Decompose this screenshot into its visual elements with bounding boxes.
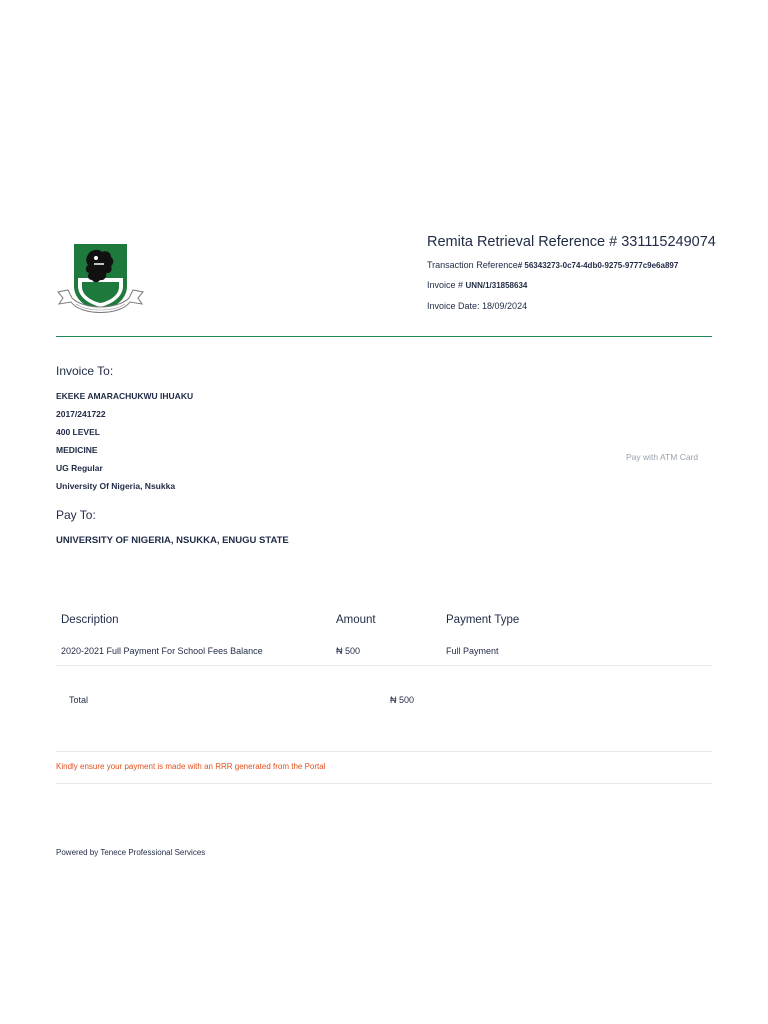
rrr-heading — [427, 234, 716, 250]
table-row-divider — [56, 665, 712, 666]
powered-by: Powered by Tenece Professional Services — [56, 848, 206, 857]
invoice-value: UNN/1/31858634 — [465, 281, 528, 290]
rrr-notice: Kindly ensure your payment is made with an RRR generated from the Portal — [56, 762, 326, 771]
total-label: Total — [69, 695, 89, 705]
bill-to-level: 400 LEVEL — [56, 427, 100, 437]
col-header-description: Description — [61, 614, 119, 626]
university-crest-icon — [54, 240, 146, 326]
notice-bottom-divider — [56, 783, 712, 784]
transaction-reference — [427, 260, 678, 270]
col-header-payment-type: Payment Type — [446, 614, 520, 626]
rrr-value: 331115249074 — [621, 234, 716, 250]
transaction-value: # 56343273-0c74-4db0-9275-9777c9e6a897 — [517, 261, 679, 270]
notice-top-divider — [56, 751, 712, 752]
pay-to-heading: Pay To: — [56, 508, 96, 522]
rrr-label: Remita Retrieval Reference # — [427, 234, 622, 250]
row-amount: ₦ 500 — [336, 646, 361, 656]
transaction-label: Transaction Reference — [427, 260, 518, 270]
invoice-label: Invoice # — [427, 280, 466, 290]
invoice-to-heading: Invoice To: — [56, 364, 114, 378]
bill-to-programme: UG Regular — [56, 463, 103, 473]
invoice-date-value: 18/09/2024 — [482, 301, 528, 311]
header-divider — [56, 336, 712, 337]
bill-to-institution: University Of Nigeria, Nsukka — [56, 481, 176, 491]
bill-to-reg-number: 2017/241722 — [56, 409, 106, 419]
invoice-number — [427, 280, 527, 290]
bill-to-department: MEDICINE — [56, 445, 98, 455]
bill-to-name: EKEKE AMARACHUKWU IHUAKU — [56, 391, 194, 401]
total-value: ₦ 500 — [390, 695, 415, 705]
payee-name: UNIVERSITY OF NIGERIA, NSUKKA, ENUGU STATE — [56, 535, 289, 546]
row-payment-type: Full Payment — [446, 646, 499, 656]
university-logo — [54, 240, 146, 326]
invoice-date — [427, 301, 527, 311]
pay-with-atm-card-button[interactable]: Pay with ATM Card — [626, 452, 699, 462]
row-description: 2020-2021 Full Payment For School Fees Balance — [61, 646, 263, 656]
invoice-date-label: Invoice Date: — [427, 301, 483, 311]
svg-text:· · · · · · · · · · · · · · ·: · · · · · · · · · · · · · · · — [84, 307, 117, 311]
col-header-amount: Amount — [336, 614, 376, 626]
